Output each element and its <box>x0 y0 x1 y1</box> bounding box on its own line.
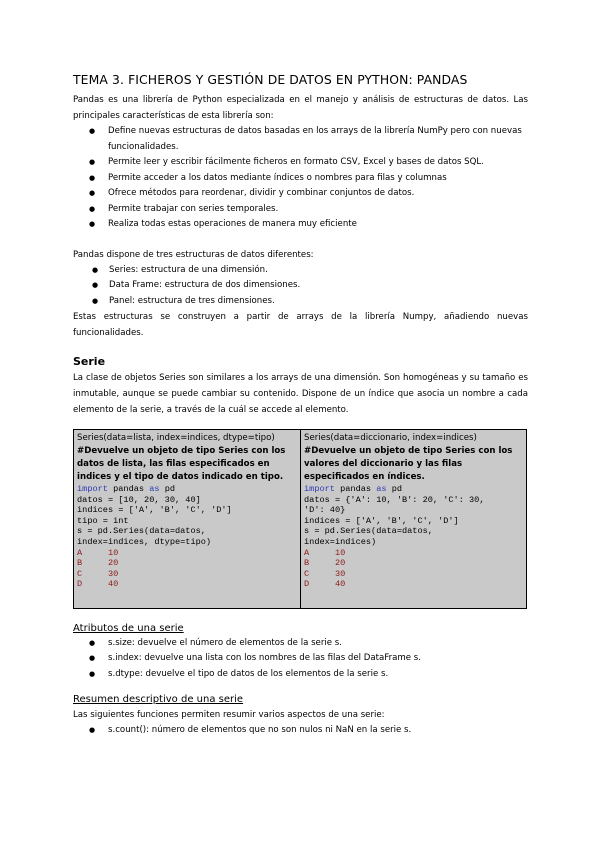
code-comment: #Devuelve un objeto de tipo Series con los datos de lista, las filas especificados en indices y el tipo de datos indicado en tipo. <box>77 446 286 482</box>
code-output: A 10 B 20 C 30 D 40 <box>77 547 119 590</box>
code-cell-dict <box>300 430 526 608</box>
keyword: import <box>304 484 335 494</box>
serie-paragraph: La clase de objetos Series son similares a los arrays de una dimensión. Son homogéneas y su tamaño es inmutable, aunque se puede cambiar su contenido. Dispone de un índice que asocia un nombre a cada elemento de la serie, a través de la cuál se accede al elemento. <box>73 373 528 415</box>
list-item: ● s.count(): número de elementos que no son nulos ni NaN en la serie s. <box>73 723 528 739</box>
structures-intro: Pandas dispone de tres estructuras de datos diferentes: <box>73 249 314 260</box>
list-item: ● Permite leer y escribir fácilmente ficheros en formato CSV, Excel y bases de datos SQL. <box>73 155 528 171</box>
code-cell-list <box>74 430 300 608</box>
features-list <box>73 124 528 233</box>
list-item: ● s.dtype: devuelve el tipo de datos de los elementos de la serie s. <box>73 667 528 683</box>
document-title: TEMA 3. FICHEROS Y GESTIÓN DE DATOS EN PYTHON: PANDAS <box>73 72 468 87</box>
keyword: as <box>376 484 387 494</box>
list-item: ● s.size: devuelve el número de elementos de la serie s. <box>73 636 528 652</box>
list-item: ● Define nuevas estructuras de datos basadas en los arrays de la librería NumPy pero con nuevas funcionalidades. <box>73 124 528 155</box>
code-import-line: import pandas as pd <box>77 484 176 494</box>
code-body: datos = [10, 20, 30, 40] indices = ['A', 'B', 'C', 'D'] tipo = int s = pd.Series(data=datos, index=indices, dtype=tipo) <box>77 494 232 547</box>
code-output: A 10 B 20 C 30 D 40 <box>304 547 346 590</box>
list-item: ● Data Frame: estructura de dos dimensiones. <box>73 278 528 294</box>
list-item: ● Series: estructura de una dimensión. <box>73 263 528 279</box>
resumen-list <box>73 723 528 739</box>
document-page <box>73 72 528 739</box>
list-item: ● s.index: devuelve una lista con los nombres de las filas del DataFrame s. <box>73 651 528 667</box>
code-body: datos = {'A': 10, 'B': 20, 'C': 30, 'D': 40} indices = ['A', 'B', 'C', 'D'] s = pd.Series(data=datos, index=indices) <box>304 494 485 547</box>
serie-heading: Serie <box>73 355 106 368</box>
intro-paragraph: Pandas es una librería de Python especializada en el manejo y análisis de estructuras de datos. Las principales características de esta librería son: <box>73 95 528 121</box>
keyword: import <box>77 484 108 494</box>
list-item: ● Ofrece métodos para reordenar, dividir y combinar conjuntos de datos. <box>73 186 528 202</box>
code-header: Series(data=diccionario, index=indices) <box>304 433 477 443</box>
code-header: Series(data=lista, index=indices, dtype=tipo) <box>77 433 275 443</box>
list-item: ● Realiza todas estas operaciones de manera muy eficiente <box>73 217 528 233</box>
structures-list <box>73 263 528 310</box>
atributos-list <box>73 636 528 683</box>
keyword: as <box>149 484 160 494</box>
code-example-table <box>73 429 527 609</box>
resumen-heading: Resumen descriptivo de una serie <box>73 694 244 706</box>
atributos-heading: Atributos de una serie <box>73 622 184 634</box>
list-item: ● Permite acceder a los datos mediante índices o nombres para filas y columnas <box>73 171 528 187</box>
code-comment: #Devuelve un objeto de tipo Series con los valores del diccionario y las filas especificados en índices. <box>304 446 513 482</box>
resumen-paragraph: Las siguientes funciones permiten resumir varios aspectos de una serie: <box>73 710 385 721</box>
list-item: ● Permite trabajar con series temporales. <box>73 202 528 218</box>
code-import-line: import pandas as pd <box>304 484 403 494</box>
list-item: ● Panel: estructura de tres dimensiones. <box>73 294 528 310</box>
structures-note: Estas estructuras se construyen a partir de arrays de la librería Numpy, añadiendo nuevas funcionalidades. <box>73 312 528 338</box>
